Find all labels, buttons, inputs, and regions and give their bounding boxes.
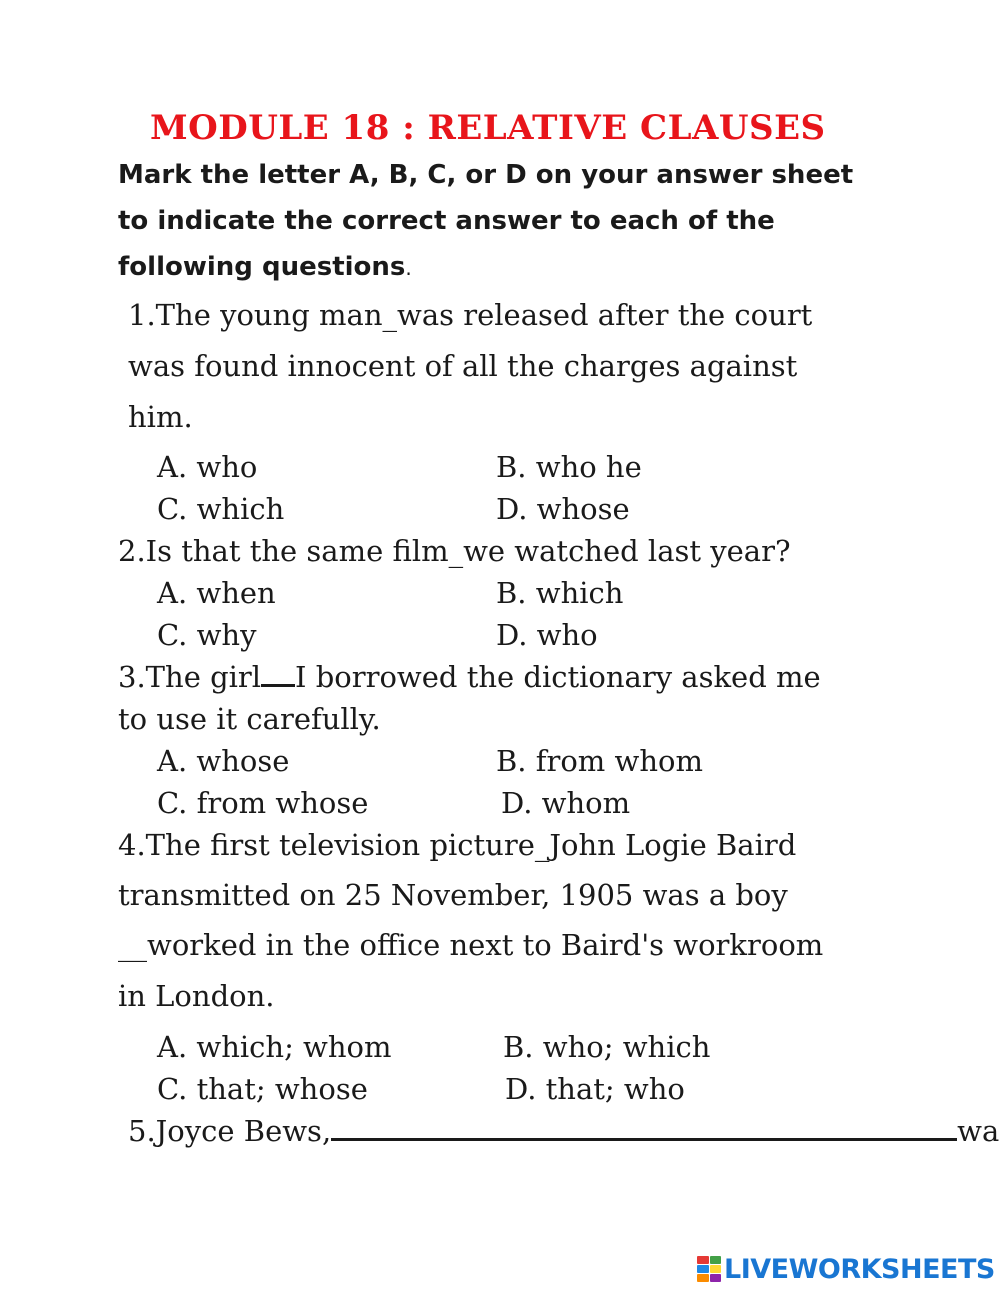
question-2-option-b[interactable]: B. which — [496, 576, 624, 610]
question-3-option-d[interactable]: D. whom — [501, 786, 631, 820]
question-5-text-post: wa — [957, 1114, 1000, 1148]
question-3-text-pre: 3.The girl — [118, 660, 262, 694]
question-4-option-c[interactable]: C. that; whose — [157, 1072, 368, 1106]
question-4-line-3: __worked in the office next to Baird's workroom — [118, 928, 824, 962]
question-3-option-a[interactable]: A. whose — [157, 744, 290, 778]
question-1-line-3: him. — [128, 400, 193, 434]
question-2-line-1: 2.Is that the same film_we watched last year? — [118, 534, 791, 568]
liveworksheets-logo — [697, 1254, 995, 1284]
question-1-line-2: was found innocent of all the charges against — [128, 349, 798, 383]
question-5-text-pre: 5.Joyce Bews, — [128, 1114, 332, 1148]
question-4-line-4: in London. — [118, 979, 275, 1013]
question-4-option-d[interactable]: D. that; who — [505, 1072, 685, 1106]
instruction-line-1: Mark the letter A, B, C, or D on your answer sheet — [118, 160, 854, 190]
question-3-line-1 — [118, 660, 821, 694]
liveworksheets-logo-text: LIVEWORKSHEETS — [724, 1253, 995, 1285]
page-title: MODULE 18 : RELATIVE CLAUSES — [150, 108, 826, 148]
question-1-line-1: 1.The young man_was released after the court — [128, 298, 813, 332]
question-1-option-d[interactable]: D. whose — [496, 492, 630, 526]
question-3-option-c[interactable]: C. from whose — [157, 786, 369, 820]
question-5-blank[interactable] — [331, 1138, 957, 1141]
instruction-line-2: to indicate the correct answer to each of the — [118, 206, 775, 236]
question-3-blank[interactable] — [261, 684, 295, 687]
question-2-option-c[interactable]: C. why — [157, 618, 257, 652]
question-2-option-a[interactable]: A. when — [157, 576, 276, 610]
question-4-option-b[interactable]: B. who; which — [503, 1030, 711, 1064]
question-5-line-1 — [128, 1114, 999, 1148]
instruction-text: following questions — [118, 252, 406, 282]
instruction-period: . — [405, 256, 412, 280]
question-4-line-1: 4.The first television picture_John Logie Baird — [118, 828, 797, 862]
question-1-option-a[interactable]: A. who — [157, 450, 258, 484]
question-3-line-2: to use it carefully. — [118, 702, 381, 736]
liveworksheets-logo-icon — [697, 1256, 721, 1282]
question-3-option-b[interactable]: B. from whom — [496, 744, 703, 778]
question-3-text-post: I borrowed the dictionary asked me — [295, 660, 821, 694]
question-4-line-2: transmitted on 25 November, 1905 was a boy — [118, 878, 788, 912]
question-2-option-d[interactable]: D. who — [496, 618, 598, 652]
question-1-option-b[interactable]: B. who he — [496, 450, 642, 484]
instruction-line-3 — [118, 252, 412, 282]
question-1-option-c[interactable]: C. which — [157, 492, 285, 526]
question-4-option-a[interactable]: A. which; whom — [157, 1030, 392, 1064]
